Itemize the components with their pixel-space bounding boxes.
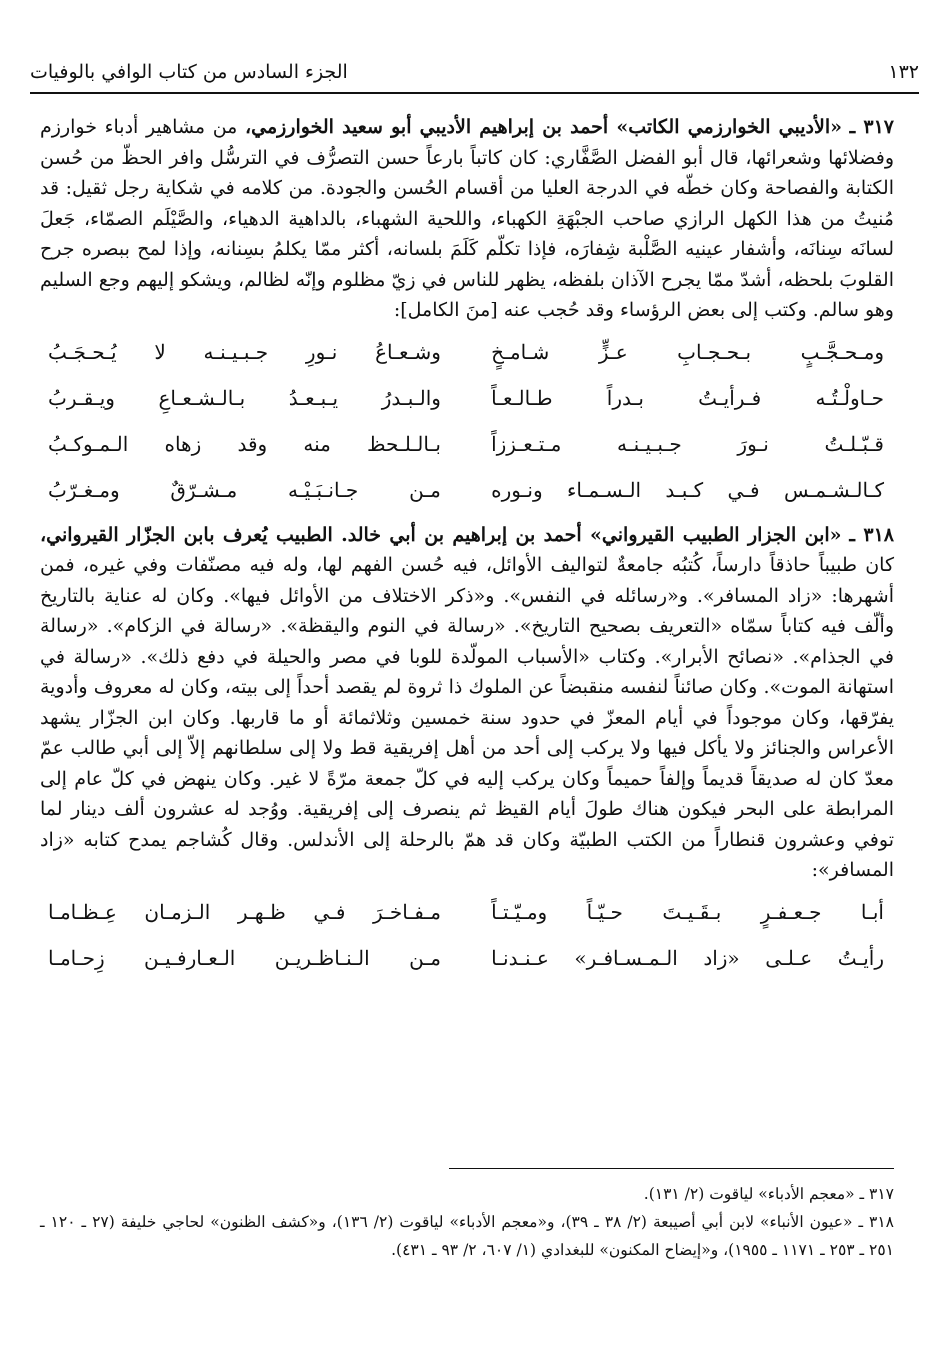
hemistich-second: مـن الـنـاظـريـن الـعـارفـيـن زِحـامـا — [48, 946, 441, 971]
verse — [40, 936, 894, 982]
hemistich-second: مـن جـانـبَـيْـه مـشـرّقٌ ومـغـرّبُ — [48, 478, 441, 503]
hemistich-first: كـالـشـمـس فـي كـبـد الـسـمـاء ونـوره — [491, 478, 884, 503]
hemistich-first: قـبّـلـتُ نـورَ جـبـيـنـه مـتـعـززاً — [491, 432, 884, 457]
entry-318-text: كان طبيباً حاذقاً دارساً، كُتبُه جامعةٌ لتواليف الأوائل، فيه حُسن الفهم لها، وله فيه مصنّفات وفي غيره، فمن أشهرها: «زاد المسافر». و«رسائله في النفس». و«ذكر الاختلاف من الأوائل فيها». وكان له عناية بالتاريخ وألّف فيه كتاباً سمّاه «التعريف بصحيح التاريخ». «رسالة في النوم واليقظة». «رسالة في الزكام». «رسالة في الجذام». «نصائح الأبرار». وكتاب «الأسباب المولّدة للوبا في مصر والحيلة في دفع ذلك». «رسالة في استهانة الموت». وكان صائناً لنفسه منقبضاً عن الملوك ذا ثروة لم يقصد أحداً إلى بيته، وكان له معروف وأدوية يفرّقها، وكان موجوداً في أيام المعزّ في حدود سنة خمسين وثلاثمائة أو ما قاربها. وكان ابن الجزّار يشهد الأعراس والجنائز ولا يأكل فيها ولا يركب إلى أحد من أهل إفريقية قط ولا إلى سلطانهم إلاّ إلى أبي طالب عمّ معدّ كان له صديقاً قديماً وإلفاً حميماً وكان يركب إليه في كلّ جمعة مرّةً لا غير. وكان ينهض في كلّ عام إلى المرابطة على البحر فيكون هناك طولَ أيام القيظ ثم ينصرف إلى إفريقية. ووُجد له عشرون ألف دينار لما توفي وعشرون قنطاراً من الكتب الطبيّة وكان قد همّ بالرحلة إلى الأندلس. وقال كُشاجم يمدح كتابه «زاد المسافر»: — [40, 554, 894, 881]
footnote-318: ٣١٨ ـ «عيون الأنباء» لابن أبي أصيبعة (٢/ ٣٨ ـ ٣٩)، و«معجم الأدباء» لياقوت (٢/ ١٣٦)، و«كشف الظنون» لحاجي خليفة (٢٧ ـ ١٢٠ ـ ٢٥١ ـ ٢٥٣ ـ ١١٧١ ـ ١٩٥٥)، و«إيضاح المكنون» للبغدادي (١/ ٦٠٧، ٢/ ٩٣ ـ ٤٣١). — [40, 1213, 894, 1259]
poem-317 — [40, 330, 894, 514]
verse — [40, 890, 894, 936]
hemistich-first: أبـا جـعـفـرٍ بـقَـيـتَ حـيّـاً ومـيّـتـاً — [491, 900, 884, 925]
entry-317-number: ٣١٧ ـ — [849, 116, 894, 138]
footnotes — [40, 1180, 894, 1264]
verse — [40, 468, 894, 514]
entry-318-heading: «ابن الجزار الطبيب القيرواني» أحمد بن إبراهيم بن أبي خالد. الطبيب يُعرف بابن الجزّار القيرواني، — [40, 523, 842, 546]
entry-318 — [40, 520, 894, 886]
hemistich-second: بـالـلـحظ منه وقد زهاه الـمـوكـبُ — [48, 432, 441, 457]
running-header — [30, 52, 919, 94]
hemistich-first: ومـحـجَّـبٍ بـحـجـابِ عـزٍّ شـامـخٍ — [491, 340, 884, 365]
footnote-317: ٣١٧ ـ «معجم الأدباء» لياقوت (٢/ ١٣١). — [643, 1185, 894, 1203]
poem-318 — [40, 890, 894, 982]
entry-317-heading: «الأديبي الخوارزمي الكاتب» أحمد بن إبراهيم الأديبي أبو سعيد الخوارزمي، — [244, 116, 842, 138]
verse — [40, 330, 894, 376]
main-text — [40, 112, 894, 988]
hemistich-first: رأيـتُ عـلـى «زاد الـمـسـافـر» عـنـدنـا — [491, 946, 884, 971]
hemistich-second: مـفـاخـرَ فـي ظـهـر الـزمـان عِـظـامـا — [48, 900, 441, 925]
running-title: الجزء السادس من كتاب الوافي بالوفيات — [30, 61, 348, 83]
entry-317-text: من مشاهير أدباء خوارزم وفضلائها وشعرائها، قال أبو الفضل الصَّفَّاري: كان كاتباً بارعاً حسن التصرُّف في الترسُّل وافر الحظّ من حُسن الكتابة والفصاحة وكان خطّه في الدرجة العليا من أقسام الحُسن والجودة. من كلامه في شكاية رجل ثقيل: قد مُنيتُ من هذا الكهل الرازي صاحب الجبْهَةِ الكهباء، واللحية الشهباء، بالداهية الدهياء، والصَّيْلَم الصمّاء، جَعلَ لسانَه سِنانَه، وأشفار عينيه الصَّلْبة شِفارَه، فإذا تكلّم كَلَمَ بلسانه، أكثر ممّا يكلمُ بسِنانه، وإذا لمح ببصره جرح القلوبَ بلحظه، أشدّ ممّا يجرح الآذان بلفظه، يظهر للناس في زيّ مظلوم وإنّه لظالم، ويشكو إليهم وجع السليم وهو سالم. وكتب إلى بعض الرؤساء وقد حُجب عنه [منَ الكامل]: — [40, 116, 894, 321]
hemistich-second: والـبـدرُ يـبـعـدُ بـالـشـعـاعِ ويـقـربُ — [48, 386, 441, 411]
hemistich-second: وشـعـاعُ نـورِ جـبـيـنـه لا يُـحـجَـبُ — [48, 340, 441, 365]
verse — [40, 422, 894, 468]
page-number: ١٣٢ — [888, 61, 919, 83]
footnote-rule — [449, 1168, 894, 1169]
verse — [40, 376, 894, 422]
entry-317 — [40, 112, 894, 326]
hemistich-first: حـاولْـتُـه فـرأيـتُ بـدراً طـالـعـاً — [491, 386, 884, 411]
entry-318-number: ٣١٨ ـ — [849, 523, 894, 546]
